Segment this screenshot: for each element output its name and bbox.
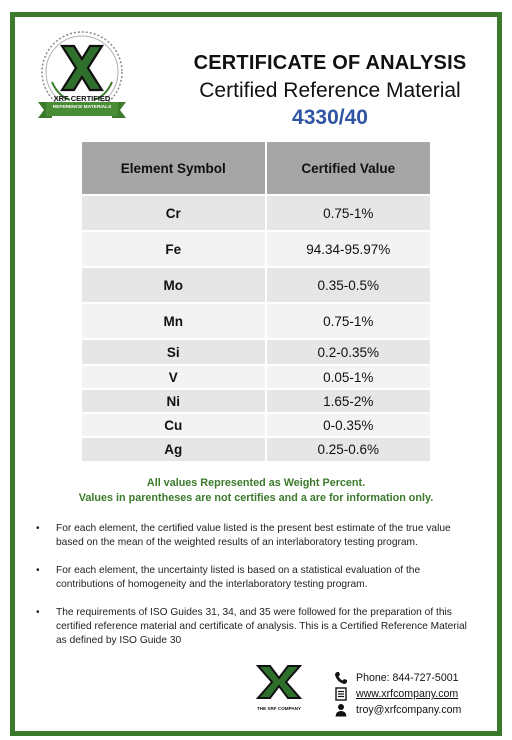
element-symbol: Mo	[82, 267, 266, 303]
phone-text: Phone: 844-727-5001	[356, 672, 459, 684]
element-symbol: Fe	[82, 231, 266, 267]
bullet-list	[36, 522, 476, 662]
bullet-text: The requirements of ISO Guides 31, 34, and 35 were followed for the preparation of this certified reference material and certificate of analysis. This is a Certified Reference Material as defined by ISO Guide 30	[56, 607, 467, 646]
web-icon	[334, 687, 348, 701]
table-row	[82, 339, 430, 365]
element-symbol: V	[82, 365, 266, 389]
table-row	[82, 231, 430, 267]
seal-top-text: XRF CERTIFIED	[53, 94, 111, 103]
phone-icon	[334, 671, 348, 685]
bullet-text: For each element, the uncertainty listed is based on a statistical evaluation of the contributions of homogeneity and the interlaboratory testing program.	[56, 565, 421, 590]
website-link[interactable]: www.xrfcompany.com	[356, 688, 459, 700]
bullet-text: For each element, the certified value listed is the present best estimate of the true value based on the mean of the weighted results of an interlaboratory testing program.	[56, 523, 451, 548]
element-symbol: Cu	[82, 413, 266, 437]
table-row	[82, 195, 430, 231]
element-symbol: Si	[82, 339, 266, 365]
seal-ribbon-text: REFERENCE MATERIALS	[52, 105, 112, 110]
logo-caption: THE XRF COMPANY	[256, 706, 302, 711]
table-row	[82, 267, 430, 303]
page-subtitle: Certified Reference Material	[199, 79, 461, 102]
table-row	[82, 437, 430, 461]
weight-percent-note: All values Represented as Weight Percent.	[146, 477, 366, 489]
seal-icon	[32, 26, 132, 126]
element-symbol: Ag	[82, 437, 266, 461]
xrf-logo-icon	[254, 664, 304, 700]
email-row	[334, 702, 461, 718]
certified-value: 0.75-1%	[266, 195, 430, 231]
list-item	[36, 564, 476, 592]
parentheses-note: Values in parentheses are not certifies and a are for information only.	[78, 492, 434, 504]
header-certified-value: Certified Value	[266, 142, 430, 195]
email-text[interactable]: troy@xrfcompany.com	[356, 704, 462, 716]
element-symbol: Cr	[82, 195, 266, 231]
bullet-glyph: •	[36, 565, 40, 576]
table-row	[82, 365, 430, 389]
xrf-company-logo	[254, 664, 304, 711]
list-item	[36, 606, 476, 648]
certified-value: 0.35-0.5%	[266, 267, 430, 303]
table-header-row	[82, 142, 430, 195]
certified-value: 0.25-0.6%	[266, 437, 430, 461]
material-code: 4330/40	[292, 106, 368, 129]
bullet-glyph: •	[36, 523, 40, 534]
xrf-certified-seal	[32, 26, 132, 126]
certified-values-table	[82, 142, 430, 461]
element-symbol: Ni	[82, 389, 266, 413]
certified-value: 0-0.35%	[266, 413, 430, 437]
website-row	[334, 686, 461, 702]
certified-value: 1.65-2%	[266, 389, 430, 413]
person-icon	[334, 703, 348, 717]
certified-value: 0.05-1%	[266, 365, 430, 389]
title-block	[190, 52, 470, 130]
phone-row	[334, 670, 461, 686]
certified-value: 94.34-95.97%	[266, 231, 430, 267]
certified-value: 0.75-1%	[266, 303, 430, 339]
element-symbol: Mn	[82, 303, 266, 339]
table-row	[82, 303, 430, 339]
header-element-symbol: Element Symbol	[82, 142, 266, 195]
table-row	[82, 389, 430, 413]
table-row	[82, 413, 430, 437]
bullet-glyph: •	[36, 607, 40, 618]
certified-value: 0.2-0.35%	[266, 339, 430, 365]
list-item	[36, 522, 476, 550]
page-title: CERTIFICATE OF ANALYSIS	[193, 52, 467, 74]
contact-block	[334, 670, 461, 718]
